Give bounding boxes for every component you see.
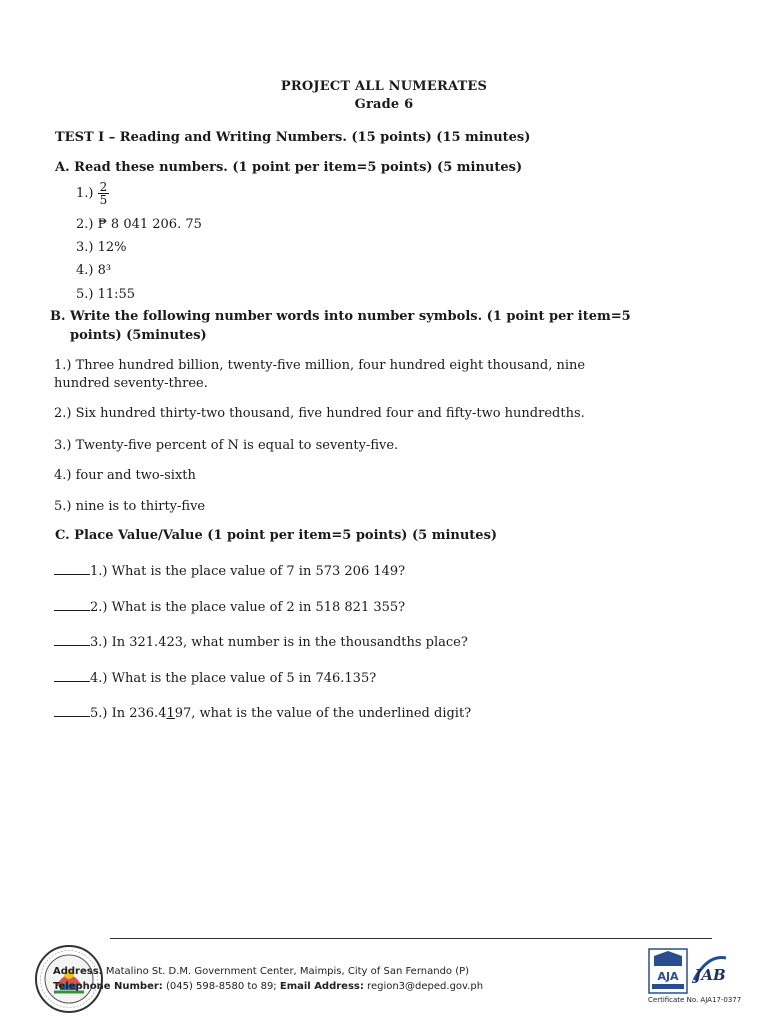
section-c-item-4 bbox=[54, 670, 376, 686]
email-value: region3@deped.gov.ph bbox=[363, 981, 484, 992]
question-text: 4.) What is the place value of 5 in 746.135? bbox=[90, 671, 377, 686]
aja-logo-icon bbox=[648, 948, 688, 994]
section-a-item-5: 5.) 11:55 bbox=[76, 287, 136, 302]
fraction bbox=[98, 181, 110, 206]
section-b-item-3: 3.) Twenty-five percent of N is equal to seventy-five. bbox=[54, 438, 399, 453]
jab-logo-icon bbox=[690, 950, 730, 990]
address-label: Address: bbox=[53, 966, 103, 977]
address-value: Matalino St. D.M. Government Center, Maimpis, City of San Fernando (P) bbox=[102, 966, 470, 977]
test-heading: TEST I – Reading and Writing Numbers. (15 points) (15 minutes) bbox=[55, 130, 531, 145]
question-text: 3.) In 321.423, what number is in the thousandths place? bbox=[90, 635, 468, 650]
item-label: 1.) bbox=[76, 186, 94, 201]
answer-blank[interactable] bbox=[54, 705, 90, 717]
question-text: 2.) What is the place value of 2 in 518 821 355? bbox=[90, 600, 406, 615]
question-text-before: 5.) In 236.4 bbox=[90, 706, 167, 721]
answer-blank[interactable] bbox=[54, 563, 90, 575]
footer-address bbox=[53, 966, 469, 977]
answer-blank[interactable] bbox=[54, 599, 90, 611]
section-b-item-2: 2.) Six hundred thirty-two thousand, five hundred four and fifty-two hundredths. bbox=[54, 406, 585, 421]
fraction-numerator: 2 bbox=[99, 180, 108, 194]
section-c-item-5 bbox=[54, 705, 471, 721]
svg-text:JAB: JAB bbox=[694, 966, 726, 984]
answer-blank[interactable] bbox=[54, 670, 90, 682]
document-title: PROJECT ALL NUMERATES bbox=[280, 79, 488, 94]
underlined-digit: 1 bbox=[166, 706, 175, 721]
section-b-heading-line1: B. Write the following number words into number symbols. (1 point per item=5 bbox=[50, 309, 631, 324]
question-text-after: 97, what is the value of the underlined digit? bbox=[174, 706, 472, 721]
deped-seal-icon bbox=[34, 944, 104, 1014]
section-a-item-4: 4.) 8³ bbox=[76, 263, 112, 278]
fraction-denominator: 5 bbox=[99, 193, 108, 207]
email-label: Email Address: bbox=[279, 981, 364, 992]
phone-label: Telephone Number: bbox=[53, 981, 163, 992]
section-c-heading: C. Place Value/Value (1 point per item=5 points) (5 minutes) bbox=[55, 528, 498, 543]
section-a-item-3: 3.) 12% bbox=[76, 240, 127, 255]
grade-label: Grade 6 bbox=[354, 97, 414, 112]
section-b-heading-line2: points) (5minutes) bbox=[70, 328, 207, 343]
section-b-item-4: 4.) four and two-sixth bbox=[54, 468, 196, 483]
footer-divider bbox=[110, 938, 712, 939]
section-b-item-1-line2: hundred seventy-three. bbox=[54, 376, 208, 391]
certificate-number: Certificate No. AJA17-0377 bbox=[648, 996, 742, 1004]
question-text: 1.) What is the place value of 7 in 573 206 149? bbox=[90, 564, 406, 579]
footer-contact bbox=[53, 981, 483, 992]
section-a-item-1 bbox=[76, 181, 109, 206]
phone-value: (045) 598-8580 to 89; bbox=[162, 981, 280, 992]
section-b-item-1-line1: 1.) Three hundred billion, twenty-five million, four hundred eight thousand, nine bbox=[54, 358, 586, 373]
answer-blank[interactable] bbox=[54, 634, 90, 646]
section-a-heading: A. Read these numbers. (1 point per item=5 points) (5 minutes) bbox=[55, 160, 523, 175]
section-b-item-5: 5.) nine is to thirty-five bbox=[54, 499, 206, 514]
section-c-item-1 bbox=[54, 563, 405, 579]
section-c-item-2 bbox=[54, 599, 405, 615]
svg-text:AJA: AJA bbox=[657, 970, 679, 983]
section-a-item-2: 2.) ₱ 8 041 206. 75 bbox=[76, 217, 202, 232]
section-c-item-3 bbox=[54, 634, 468, 650]
